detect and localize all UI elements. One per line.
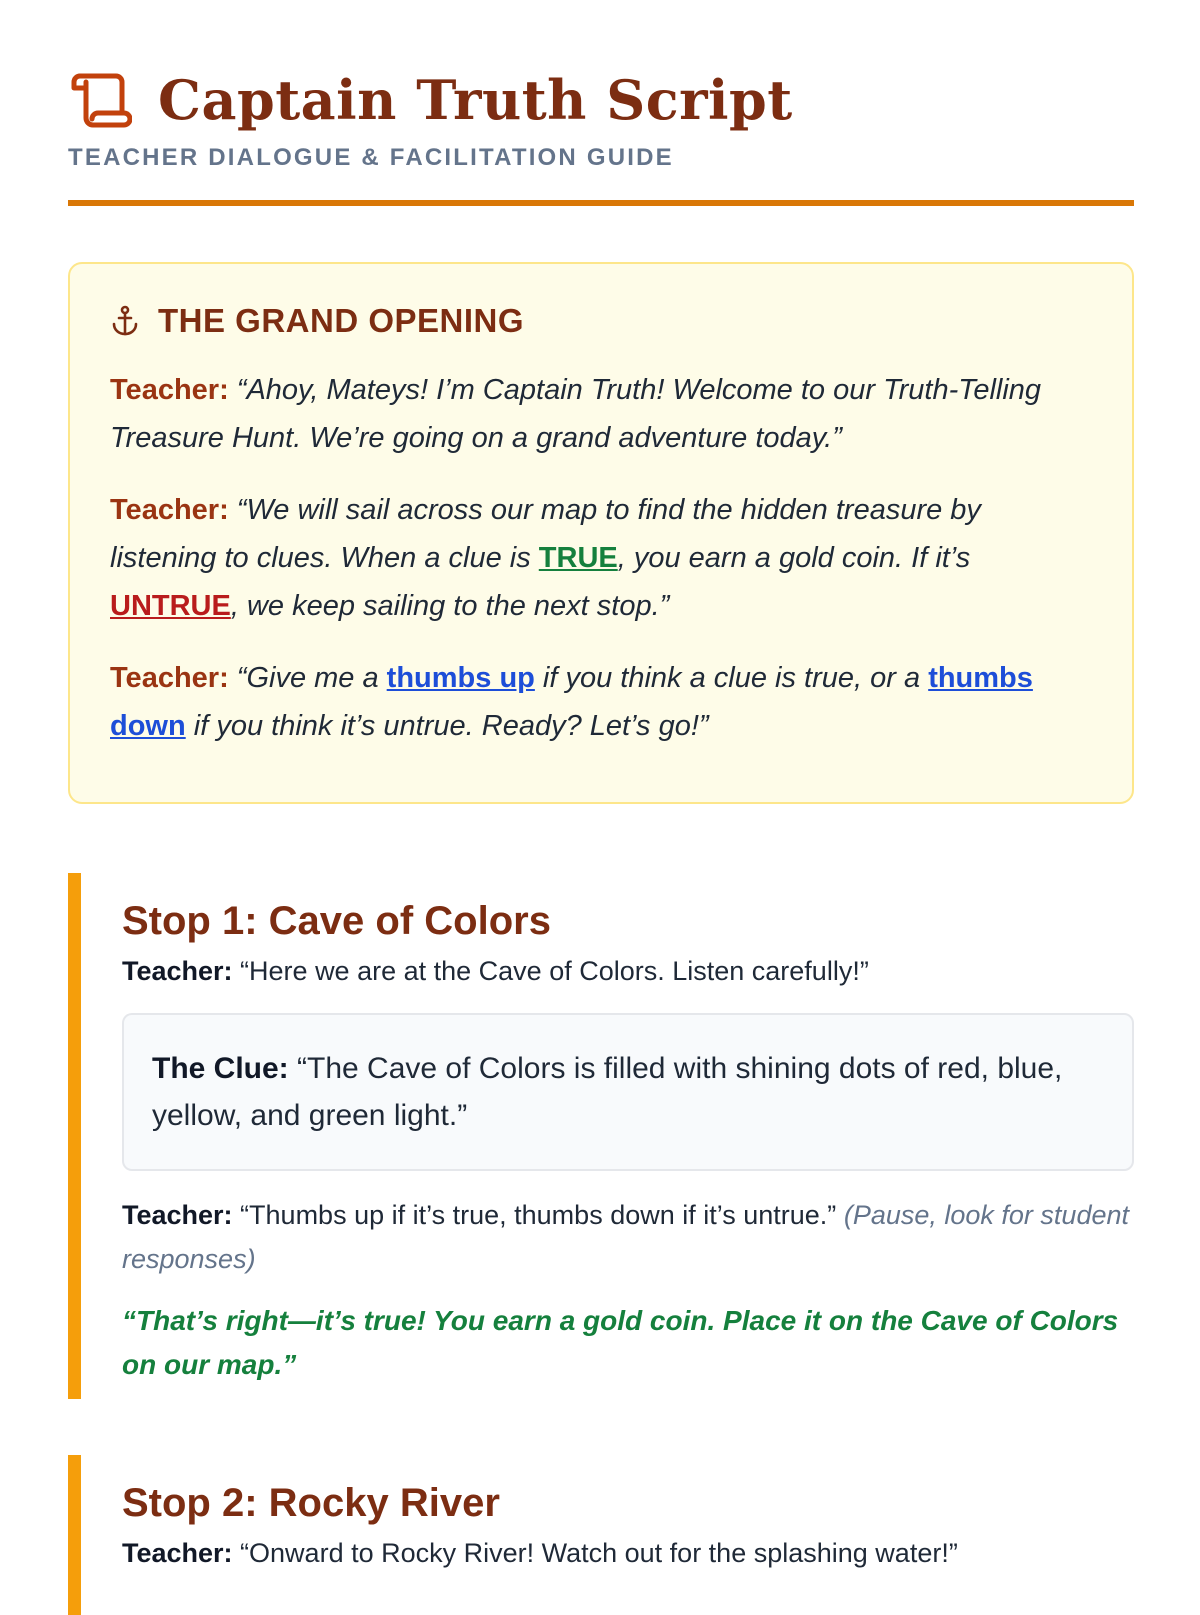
scroll-icon [68, 68, 132, 132]
stop-1-section [68, 873, 1134, 1399]
opening-line-1 [110, 366, 1092, 462]
dialogue-text: “Thumbs up if it’s true, thumbs down if it’s untrue.” [232, 1200, 837, 1230]
page-subtitle: TEACHER DIALOGUE & FACILITATION GUIDE [68, 144, 674, 171]
dialogue-text: “Onward to Rocky River! Watch out for the splashing water!” [232, 1538, 958, 1568]
page-header [68, 0, 1133, 205]
opening-line-2 [110, 486, 1092, 630]
teacher-prompt [122, 1193, 1134, 1281]
script-page [68, 0, 1133, 1568]
dialogue-text: , we keep sailing to the next stop.” [230, 590, 670, 622]
dialogue-text: if you think a clue is true, or a [534, 662, 929, 694]
stop-title: Stop 2: Rocky River [122, 1481, 500, 1525]
clue-box [122, 1013, 1134, 1171]
speaker-label: Teacher: [110, 374, 229, 406]
stage-direction: (Pause, look for student responses) [122, 1200, 1129, 1274]
dialogue-text: “We will sail across our map to find the hidden treasure by listening to clues. When a clue is [110, 494, 981, 574]
keyword-untrue: UNTRUE [110, 590, 231, 622]
dialogue-text: , you earn a gold coin. If it’s [617, 542, 971, 574]
clue-text: “The Cave of Colors is filled with shining dots of red, blue, yellow, and green light.” [152, 1052, 1063, 1132]
anchor-icon [110, 305, 140, 337]
speaker-label: Teacher: [122, 1200, 233, 1230]
header-divider [68, 200, 1134, 206]
speaker-label: Teacher: [110, 662, 229, 694]
keyword-true: TRUE [538, 542, 618, 574]
teacher-intro [122, 1531, 1134, 1575]
opening-line-3 [110, 654, 1092, 750]
keyword-thumbs-down: thumbs down [110, 662, 1033, 742]
dialogue-text: “Give me a [228, 662, 387, 694]
clue-label: The Clue: [152, 1052, 289, 1085]
dialogue-text: “Ahoy, Mateys! I’m Captain Truth! Welcome to our Truth-Telling Treasure Hunt. We’re going on a grand adventure today.” [110, 374, 1042, 454]
opening-heading [110, 302, 1092, 340]
answer-reveal: “That’s right—it’s true! You earn a gold coin. Place it on the Cave of Colors on our map.” [122, 1305, 1119, 1380]
teacher-intro [122, 949, 1134, 993]
dialogue-text: “Here we are at the Cave of Colors. Listen carefully!” [232, 956, 869, 986]
stop-title: Stop 1: Cave of Colors [122, 899, 551, 943]
opening-heading-text: THE GRAND OPENING [158, 302, 525, 339]
stop-2-section [68, 1455, 1134, 1615]
page-title: Captain Truth Script [158, 68, 793, 132]
speaker-label: Teacher: [110, 494, 229, 526]
speaker-label: Teacher: [122, 1538, 233, 1568]
title-row [68, 68, 793, 132]
speaker-label: Teacher: [122, 956, 233, 986]
dialogue-text: if you think it’s untrue. Ready? Let’s go!” [185, 710, 709, 742]
opening-card [68, 262, 1134, 804]
keyword-thumbs-up: thumbs up [386, 662, 535, 694]
